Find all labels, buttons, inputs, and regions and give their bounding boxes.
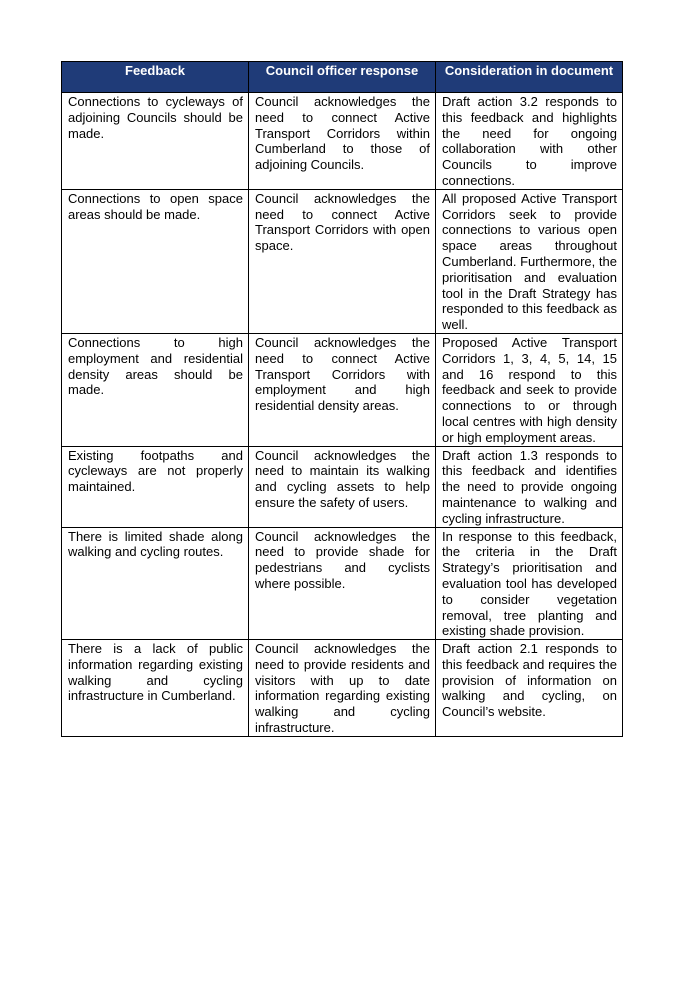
header-feedback: Feedback — [62, 62, 249, 93]
feedback-cell: There is limited shade along walking and cycling routes. — [62, 527, 249, 640]
response-cell: Council acknowledges the need to maintain its walking and cycling assets to help ensure the safety of users. — [249, 446, 436, 527]
response-cell: Council acknowledges the need to connect Active Transport Corridors within Cumberland to those of adjoining Councils. — [249, 93, 436, 190]
consideration-cell: Draft action 1.3 responds to this feedback and identifies the need to provide ongoing maintenance to walking and cycling infrastructure. — [436, 446, 623, 527]
consideration-cell: Draft action 2.1 responds to this feedback and requires the provision of information on walking and cycling, on Council’s website. — [436, 640, 623, 737]
table-row — [62, 446, 623, 527]
table-body — [62, 93, 623, 737]
header-consideration-in-document: Consideration in document — [436, 62, 623, 93]
header-row — [62, 62, 623, 93]
response-cell: Council acknowledges the need to provide shade for pedestrians and cyclists where possible. — [249, 527, 436, 640]
consideration-cell: Draft action 3.2 responds to this feedback and highlights the need for ongoing collaboration with other Councils to improve connections. — [436, 93, 623, 190]
consideration-cell: In response to this feedback, the criteria in the Draft Strategy’s prioritisation and evaluation tool has developed to consider vegetation removal, tree planting and existing shade provision. — [436, 527, 623, 640]
consideration-cell: All proposed Active Transport Corridors seek to provide connections to various open space areas throughout Cumberland. Furthermore, the prioritisation and evaluation tool in the Draft Strategy has responded to this feedback as well. — [436, 189, 623, 333]
table-header — [62, 62, 623, 93]
feedback-cell: Connections to open space areas should be made. — [62, 189, 249, 333]
feedback-cell: There is a lack of public information regarding existing walking and cycling infrastructure in Cumberland. — [62, 640, 249, 737]
feedback-table — [61, 61, 623, 737]
consideration-cell: Proposed Active Transport Corridors 1, 3, 4, 5, 14, 15 and 16 respond to this feedback and seek to provide connections to or through local centres with high density or high employment areas. — [436, 333, 623, 446]
table-row — [62, 189, 623, 333]
table-row — [62, 93, 623, 190]
response-cell: Council acknowledges the need to connect Active Transport Corridors with employment and high residential density areas. — [249, 333, 436, 446]
feedback-cell: Connections to cycleways of adjoining Councils should be made. — [62, 93, 249, 190]
response-cell: Council acknowledges the need to provide residents and visitors with up to date information regarding existing walking and cycling infrastructure. — [249, 640, 436, 737]
table-row — [62, 333, 623, 446]
table-row — [62, 640, 623, 737]
table-row — [62, 527, 623, 640]
response-cell: Council acknowledges the need to connect Active Transport Corridors with open space. — [249, 189, 436, 333]
feedback-cell: Existing footpaths and cycleways are not properly maintained. — [62, 446, 249, 527]
feedback-cell: Connections to high employment and residential density areas should be made. — [62, 333, 249, 446]
header-council-officer-response: Council officer response — [249, 62, 436, 93]
